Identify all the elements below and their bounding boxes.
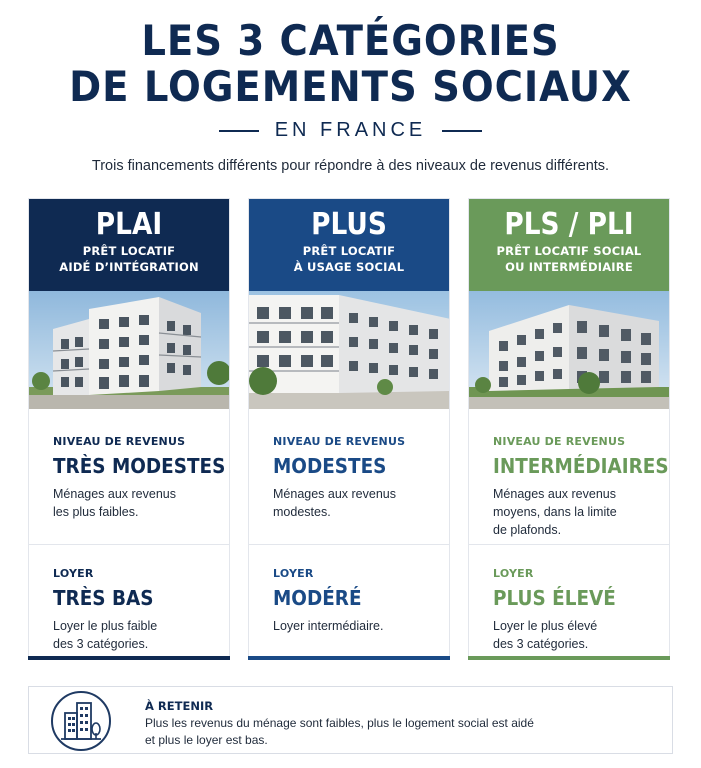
income-desc-line-1: Ménages aux revenus [273, 487, 396, 501]
income-description [493, 485, 645, 539]
rent-description [53, 617, 205, 653]
income-desc-line-2: moyens, dans la limite [493, 505, 617, 519]
card-bottom-bar [248, 656, 450, 660]
intro-text: Trois financements différents pour répondre à des niveaux de revenus différents. [91, 158, 610, 174]
card-full-name-line-1: PRÊT LOCATIF [82, 244, 176, 258]
income-desc-line-1: Ménages aux revenus [493, 487, 616, 501]
card-header [29, 199, 229, 291]
card-plus [248, 198, 450, 660]
subtitle-text: EN FRANCE [274, 119, 427, 141]
building-photo [29, 291, 229, 409]
rent-section [469, 545, 669, 659]
card-full-name-line-1: PRÊT LOCATIF SOCIAL [496, 244, 642, 258]
rent-desc-line-2: des 3 catégories. [493, 637, 589, 651]
rent-label: LOYER [53, 567, 94, 580]
income-value: INTERMÉDIAIRES [493, 454, 669, 478]
building-photo [469, 291, 669, 409]
income-label: NIVEAU DE REVENUS [493, 435, 626, 448]
income-description [53, 485, 205, 521]
card-acronym: PLAI [95, 207, 163, 242]
rent-value: TRÈS BAS [53, 586, 154, 610]
income-value: MODESTES [273, 454, 387, 478]
rent-section [29, 545, 229, 659]
income-value: TRÈS MODESTES [53, 454, 226, 478]
card-full-name-line-2: OU INTERMÉDIAIRE [505, 260, 633, 274]
card-header [249, 199, 449, 291]
rent-desc-line-1: Loyer le plus élevé [493, 619, 598, 633]
rent-description [273, 617, 425, 635]
building-photo [249, 291, 449, 409]
income-desc-line-1: Ménages aux revenus [53, 487, 176, 501]
subtitle [0, 119, 701, 142]
building-illustration [469, 291, 669, 409]
rent-label: LOYER [273, 567, 314, 580]
income-desc-line-3: de plafonds. [493, 523, 562, 537]
card-acronym: PLS / PLI [504, 207, 634, 242]
takeaway-line-1: Plus les revenus du ménage sont faibles, plus le logement social est aidé [145, 716, 534, 730]
building-illustration [29, 291, 229, 409]
rent-value: MODÉRÉ [273, 586, 362, 610]
rent-desc-line-2: des 3 catégories. [53, 637, 149, 651]
rent-value: PLUS ÉLEVÉ [493, 586, 616, 610]
card-pls-pli [468, 198, 670, 660]
income-label: NIVEAU DE REVENUS [273, 435, 406, 448]
takeaway-text [145, 715, 565, 749]
takeaway-title: À RETENIR [145, 699, 214, 713]
page-title [0, 18, 701, 110]
income-section [249, 409, 449, 545]
subtitle-rule-right [442, 130, 482, 132]
rent-desc-line-1: Loyer le plus faible [53, 619, 158, 633]
takeaway-line-2: et plus le loyer est bas. [145, 733, 268, 747]
income-section [469, 409, 669, 545]
card-bottom-bar [28, 656, 230, 660]
card-bottom-bar [468, 656, 670, 660]
income-desc-line-2: modestes. [273, 505, 331, 519]
card-full-name-line-1: PRÊT LOCATIF [302, 244, 396, 258]
card-header [469, 199, 669, 291]
title-line-2: DE LOGEMENTS SOCIAUX [69, 62, 632, 111]
building-illustration [249, 291, 449, 409]
card-full-name-line-2: AIDÉ D’INTÉGRATION [59, 260, 199, 274]
key-takeaway-box [28, 686, 673, 754]
buildings-icon [49, 689, 113, 753]
card-plai [28, 198, 230, 660]
title-line-1: LES 3 CATÉGORIES [141, 16, 560, 65]
income-section [29, 409, 229, 545]
income-desc-line-2: les plus faibles. [53, 505, 139, 519]
income-label: NIVEAU DE REVENUS [53, 435, 186, 448]
rent-label: LOYER [493, 567, 534, 580]
subtitle-rule-left [219, 130, 259, 132]
card-acronym: PLUS [311, 207, 387, 242]
rent-section [249, 545, 449, 659]
card-full-name-line-2: À USAGE SOCIAL [293, 260, 405, 274]
rent-desc-line-1: Loyer intermédiaire. [273, 619, 384, 633]
rent-description [493, 617, 645, 653]
income-description [273, 485, 425, 521]
